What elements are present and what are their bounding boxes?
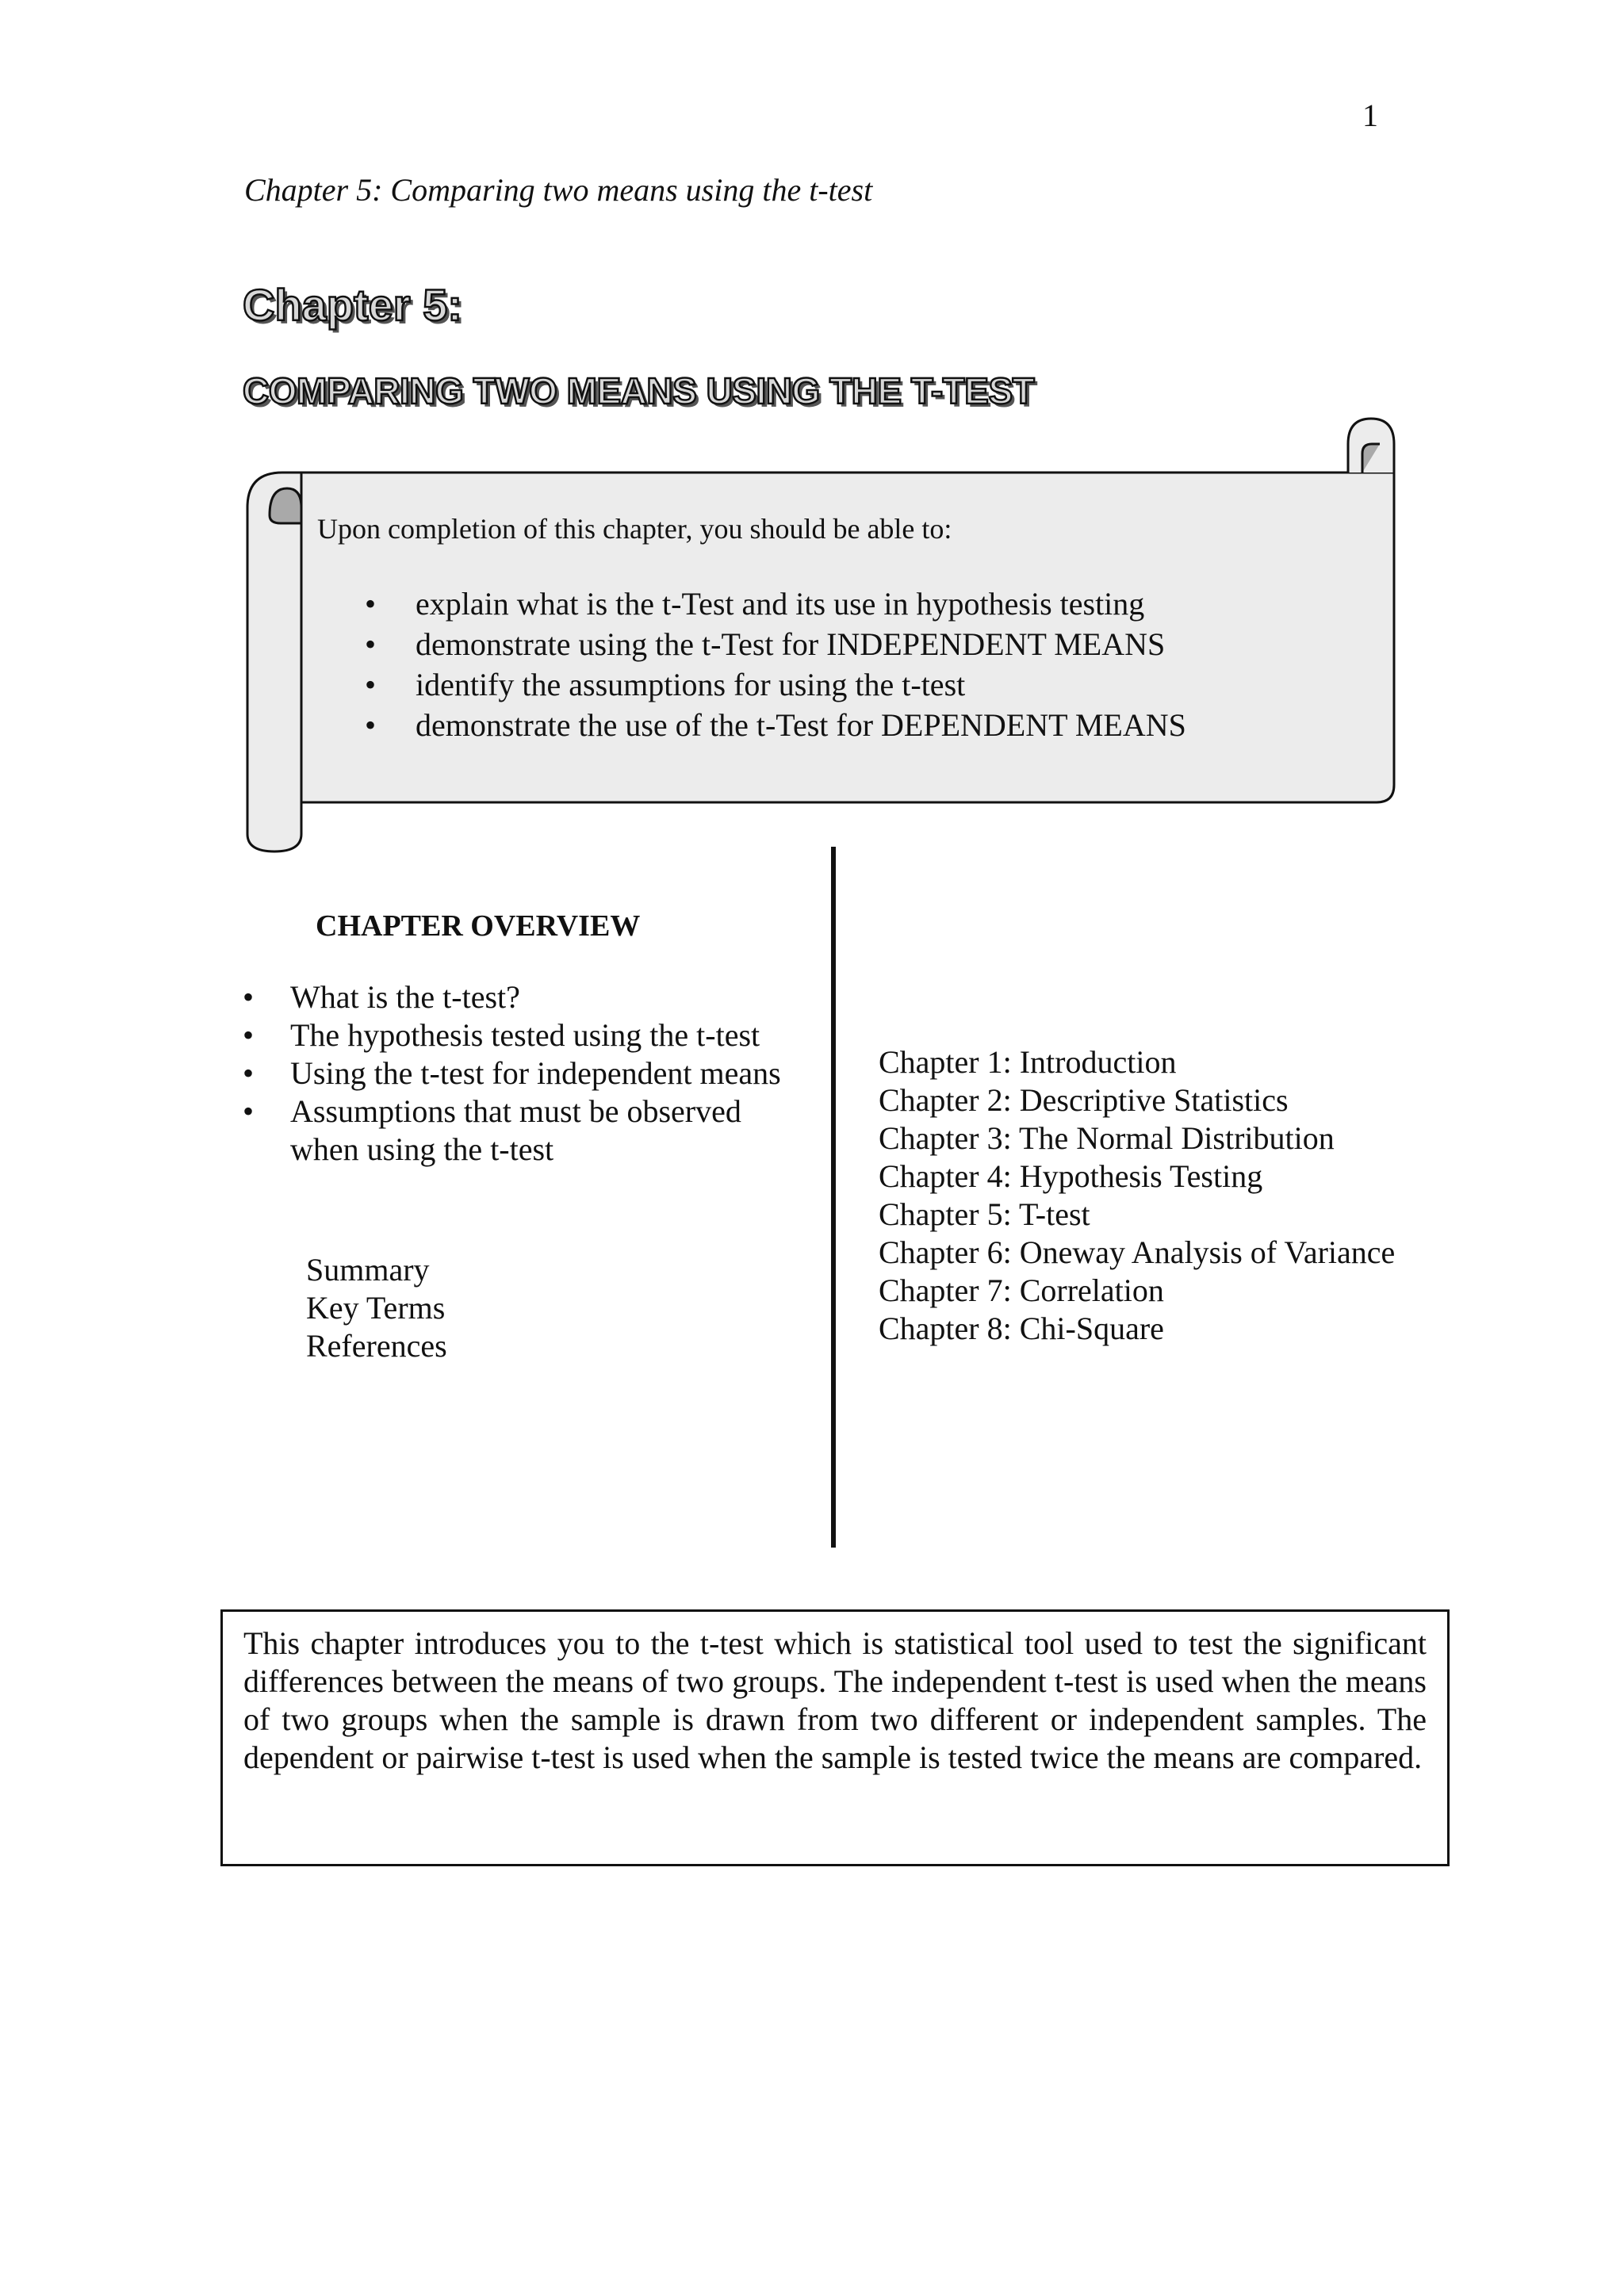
- chapter-number-heading: Chapter 5:: [243, 280, 462, 330]
- objectives-list: [365, 584, 1186, 745]
- scroll-left-roll: [247, 473, 301, 851]
- chapter-list-item: Chapter 2: Descriptive Statistics: [879, 1082, 1289, 1118]
- objective-item: • demonstrate using the t-Test for INDEPENDENT MEANS: [365, 624, 1186, 664]
- column-divider: [831, 847, 836, 1548]
- overview-item: • Assumptions that must be observed when using the t-test: [243, 1093, 782, 1169]
- overview-item: • What is the t-test?: [243, 978, 782, 1016]
- overview-extras: [306, 1251, 447, 1365]
- objective-item: • explain what is the t-Test and its use in hypothesis testing: [365, 584, 1186, 624]
- page-number: 1: [1362, 98, 1378, 133]
- summary-text: This chapter introduces you to the t-test which is statistical tool used to test the significant differences between the means of two groups. The independent t-test is used when the means of two groups when the sample is drawn from two different or independent samples. The dependent or pairwise t-test is used when the sample is tested twice the means are compared.: [243, 1625, 1427, 1775]
- overview-heading: CHAPTER OVERVIEW: [316, 909, 641, 943]
- overview-list: [243, 978, 782, 1169]
- chapter-list-item: Chapter 6: Oneway Analysis of Variance: [879, 1234, 1396, 1270]
- running-header: Chapter 5: Comparing two means using the t-test: [244, 172, 873, 208]
- chapter-title-heading: COMPARING TWO MEANS USING THE T-TEST: [243, 370, 1035, 411]
- chapter-list-item: Chapter 1: Introduction: [879, 1044, 1177, 1080]
- objectives-intro: Upon completion of this chapter, you should be able to:: [317, 513, 952, 545]
- chapter-list-item: Chapter 4: Hypothesis Testing: [879, 1158, 1263, 1194]
- summary-box: [220, 1609, 1450, 1866]
- objective-item: • identify the assumptions for using the t-test: [365, 664, 1186, 705]
- overview-extra-item: References: [306, 1328, 447, 1364]
- overview-extra-item: Summary: [306, 1252, 430, 1288]
- chapter-list-item: Chapter 8: Chi-Square: [879, 1311, 1164, 1346]
- chapter-list-item: Chapter 7: Correlation: [879, 1272, 1164, 1308]
- overview-item: • Using the t-test for independent means: [243, 1054, 782, 1093]
- chapter-list: [879, 1043, 1395, 1348]
- overview-item: • The hypothesis tested using the t-test: [243, 1016, 782, 1054]
- objective-item: • demonstrate the use of the t-Test for DEPENDENT MEANS: [365, 705, 1186, 745]
- chapter-list-item: Chapter 5: T-test: [879, 1196, 1090, 1232]
- overview-extra-item: Key Terms: [306, 1290, 446, 1326]
- scroll-left-curl: [270, 488, 301, 523]
- chapter-list-item: Chapter 3: The Normal Distribution: [879, 1120, 1335, 1156]
